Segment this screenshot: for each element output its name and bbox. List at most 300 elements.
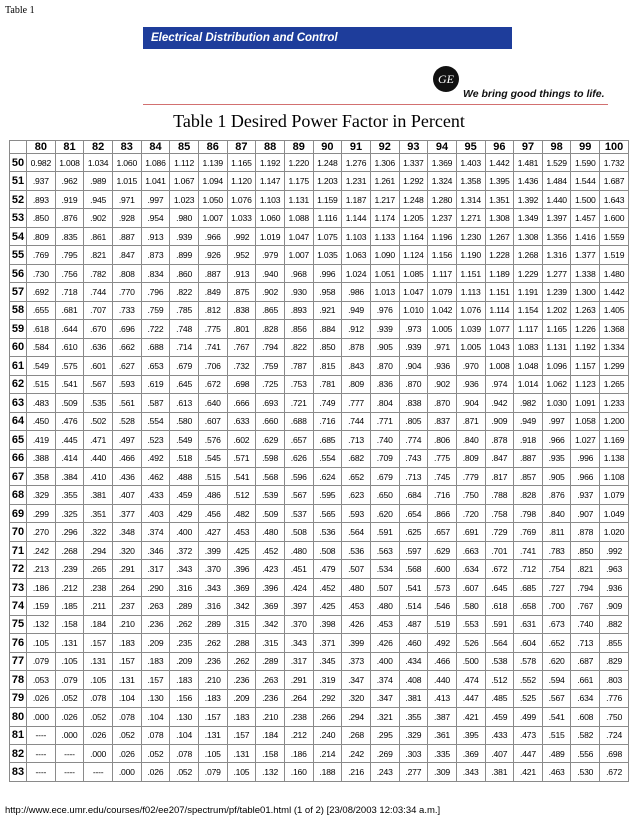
table-cell: .541 — [399, 578, 428, 596]
table-cell: .320 — [112, 541, 141, 559]
table-cell: .210 — [112, 615, 141, 633]
table-cell: .730 — [27, 264, 56, 282]
table-cell: 1.192 — [256, 154, 285, 172]
table-cell: .693 — [256, 394, 285, 412]
table-cell: .986 — [342, 283, 371, 301]
table-cell: .971 — [428, 338, 457, 356]
table-cell: .843 — [342, 357, 371, 375]
table-cell: .026 — [55, 708, 84, 726]
table-cell: .347 — [342, 671, 371, 689]
table-cell: 1.091 — [571, 394, 600, 412]
table-cell: 1.019 — [256, 227, 285, 245]
table-cell: .834 — [141, 264, 170, 282]
table-cell: .343 — [198, 578, 227, 596]
table-cell: 1.047 — [284, 227, 313, 245]
table-cell: .775 — [198, 320, 227, 338]
footer-url: http://www.ece.umr.edu/courses/f02/ee207/spectrum/pf/table01.html (1 of 2) [23/08/2003 12:03:34 a.m.] — [5, 805, 441, 816]
table-cell: .291 — [284, 671, 313, 689]
table-cell: .268 — [55, 541, 84, 559]
table-cell: 1.123 — [571, 375, 600, 393]
table-cell: .714 — [170, 338, 199, 356]
row-header: 74 — [10, 597, 27, 615]
ge-logo: GE — [433, 66, 459, 92]
table-cell: 1.300 — [571, 283, 600, 301]
table-cell: 1.005 — [456, 338, 485, 356]
table-cell: .131 — [227, 745, 256, 763]
table-cell: .640 — [198, 394, 227, 412]
table-cell: .236 — [141, 615, 170, 633]
table-header-row — [10, 141, 629, 154]
table-cell: .672 — [600, 763, 629, 782]
table-cell: .525 — [514, 689, 543, 707]
table-cell: .909 — [485, 412, 514, 430]
table-cell: 1.233 — [600, 394, 629, 412]
table-cell: .440 — [84, 449, 113, 467]
table-cell: .698 — [600, 745, 629, 763]
table-cell: .299 — [27, 504, 56, 522]
row-header: 68 — [10, 486, 27, 504]
table-cell: .561 — [112, 394, 141, 412]
table-cell: .568 — [399, 560, 428, 578]
row-header: 77 — [10, 652, 27, 670]
table-cell: .980 — [170, 209, 199, 227]
table-cell: .480 — [256, 523, 285, 541]
table-cell: .536 — [313, 523, 342, 541]
table-cell: 1.039 — [456, 320, 485, 338]
table-cell: .329 — [399, 726, 428, 744]
table-cell: 1.403 — [456, 154, 485, 172]
table-cell: .600 — [428, 560, 457, 578]
table-cell: .240 — [313, 726, 342, 744]
table-cell: .625 — [399, 523, 428, 541]
table-cell: .209 — [141, 634, 170, 652]
table-cell: .912 — [342, 320, 371, 338]
page-title: Table 1 Desired Power Factor in Percent — [173, 111, 465, 131]
table-cell: 1.007 — [198, 209, 227, 227]
table-cell: 1.077 — [485, 320, 514, 338]
table-cell: .660 — [256, 412, 285, 430]
table-cell: .653 — [141, 357, 170, 375]
table-cell: .407 — [485, 745, 514, 763]
row-header: 51 — [10, 172, 27, 190]
tagline: We bring good things to life. — [463, 88, 605, 100]
table-cell: 1.277 — [542, 264, 571, 282]
table-cell: .381 — [485, 763, 514, 782]
table-cell: 1.154 — [514, 301, 543, 319]
table-cell: .657 — [284, 431, 313, 449]
table-cell: .530 — [571, 763, 600, 782]
row-header: 69 — [10, 504, 27, 522]
table-cell: .817 — [485, 467, 514, 485]
table-cell: .497 — [112, 431, 141, 449]
table-cell: 1.337 — [399, 154, 428, 172]
table-cell: 1.559 — [600, 227, 629, 245]
table-cell: .745 — [428, 467, 457, 485]
table-cell: .619 — [141, 375, 170, 393]
table-cell: .183 — [198, 689, 227, 707]
table-cell: .440 — [428, 671, 457, 689]
table-cell: .509 — [256, 504, 285, 522]
row-header: 79 — [10, 689, 27, 707]
table-cell: .627 — [112, 357, 141, 375]
table-cell: 1.442 — [485, 154, 514, 172]
table-cell: 1.271 — [456, 209, 485, 227]
table-cell: .992 — [227, 227, 256, 245]
table-cell: .805 — [399, 412, 428, 430]
table-cell: .809 — [27, 227, 56, 245]
table-row — [10, 227, 629, 245]
table-cell: .159 — [27, 597, 56, 615]
table-cell: .105 — [84, 671, 113, 689]
table-cell: .403 — [141, 504, 170, 522]
table-cell: .459 — [485, 708, 514, 726]
table-cell: .262 — [170, 615, 199, 633]
table-cell: .692 — [27, 283, 56, 301]
table-cell: .850 — [27, 209, 56, 227]
table-cell: 1.151 — [485, 283, 514, 301]
table-cell: .645 — [170, 375, 199, 393]
table-cell: .679 — [170, 357, 199, 375]
power-factor-table — [9, 140, 629, 782]
table-cell: .291 — [112, 560, 141, 578]
table-cell: .450 — [27, 412, 56, 430]
table-cell: .573 — [428, 578, 457, 596]
table-row — [10, 615, 629, 633]
table-cell: .425 — [313, 597, 342, 615]
table-cell: .388 — [27, 449, 56, 467]
table-cell: .996 — [571, 449, 600, 467]
table-cell: 1.113 — [456, 283, 485, 301]
table-cell: .183 — [141, 652, 170, 670]
table-cell: 1.292 — [399, 172, 428, 190]
table-cell: .000 — [112, 763, 141, 782]
table-cell: .266 — [313, 708, 342, 726]
table-cell: 1.356 — [542, 227, 571, 245]
table-cell: 1.010 — [399, 301, 428, 319]
table-cell: .652 — [342, 467, 371, 485]
table-cell: .618 — [27, 320, 56, 338]
table-cell: .269 — [370, 745, 399, 763]
table-cell: .670 — [84, 320, 113, 338]
table-cell: .210 — [256, 708, 285, 726]
table-cell: 1.457 — [571, 209, 600, 227]
table-cell: .921 — [313, 301, 342, 319]
table-cell: .939 — [170, 227, 199, 245]
table-cell: .453 — [370, 615, 399, 633]
table-cell: .026 — [27, 689, 56, 707]
table-cell: .918 — [514, 431, 543, 449]
table-cell: .769 — [514, 523, 543, 541]
table-cell: .770 — [112, 283, 141, 301]
column-header: 90 — [313, 141, 342, 154]
table-cell: .740 — [370, 431, 399, 449]
table-cell: .320 — [342, 689, 371, 707]
table-cell: 1.060 — [112, 154, 141, 172]
table-cell: ---- — [27, 763, 56, 782]
table-cell: .750 — [600, 708, 629, 726]
table-cell: .235 — [170, 634, 199, 652]
table-cell: 1.276 — [342, 154, 371, 172]
table-cell: 1.088 — [284, 209, 313, 227]
table-cell: .515 — [27, 375, 56, 393]
table-cell: 1.086 — [141, 154, 170, 172]
table-cell: .158 — [55, 615, 84, 633]
table-cell: .754 — [542, 560, 571, 578]
table-cell: .838 — [227, 301, 256, 319]
table-cell: .396 — [256, 578, 285, 596]
table-cell: .425 — [227, 541, 256, 559]
table-cell: .346 — [141, 541, 170, 559]
table-cell: .939 — [399, 338, 428, 356]
table-cell: .749 — [313, 394, 342, 412]
row-header: 83 — [10, 763, 27, 782]
table-cell: 1.058 — [571, 412, 600, 430]
table-cell: .188 — [313, 763, 342, 782]
table-cell: .292 — [313, 689, 342, 707]
table-cell: .966 — [542, 431, 571, 449]
table-cell: 1.338 — [571, 264, 600, 282]
table-cell: .620 — [370, 504, 399, 522]
table-cell: .732 — [227, 357, 256, 375]
table-cell: .289 — [256, 652, 285, 670]
table-cell: .828 — [514, 486, 543, 504]
table-cell: 1.015 — [112, 172, 141, 190]
table-cell: .447 — [514, 745, 543, 763]
table-cell: .462 — [141, 467, 170, 485]
row-header: 75 — [10, 615, 27, 633]
table-cell: .829 — [600, 652, 629, 670]
table-cell: .713 — [399, 467, 428, 485]
table-cell: .157 — [227, 726, 256, 744]
table-cell: .500 — [456, 652, 485, 670]
table-cell: .970 — [456, 357, 485, 375]
table-cell: .488 — [170, 467, 199, 485]
table-cell: .104 — [141, 708, 170, 726]
table-cell: 1.090 — [370, 246, 399, 264]
table-cell: .358 — [27, 467, 56, 485]
table-cell: .214 — [313, 745, 342, 763]
table-cell: 1.024 — [342, 264, 371, 282]
table-cell: 1.116 — [313, 209, 342, 227]
table-cell: .707 — [84, 301, 113, 319]
table-cell: .399 — [342, 634, 371, 652]
table-cell: .079 — [198, 763, 227, 782]
column-header: 86 — [198, 141, 227, 154]
row-header: 81 — [10, 726, 27, 744]
row-header: 58 — [10, 301, 27, 319]
table-cell: .666 — [227, 394, 256, 412]
table-cell: .436 — [112, 467, 141, 485]
table-cell: .157 — [141, 671, 170, 689]
table-cell: .591 — [370, 523, 399, 541]
table-cell: 1.151 — [456, 264, 485, 282]
table-cell: .528 — [112, 412, 141, 430]
table-cell: 1.349 — [514, 209, 543, 227]
table-cell: .317 — [284, 652, 313, 670]
table-row — [10, 338, 629, 356]
table-cell: .767 — [227, 338, 256, 356]
table-cell: 1.033 — [227, 209, 256, 227]
table-cell: 1.316 — [542, 246, 571, 264]
table-cell: .721 — [284, 394, 313, 412]
table-cell: .186 — [27, 578, 56, 596]
table-cell: .289 — [170, 597, 199, 615]
table-cell: .935 — [542, 449, 571, 467]
table-cell: 0.982 — [27, 154, 56, 172]
table-cell: .213 — [27, 560, 56, 578]
table-cell: .315 — [256, 634, 285, 652]
table-row — [10, 412, 629, 430]
table-cell: 1.308 — [514, 227, 543, 245]
table-cell: .587 — [141, 394, 170, 412]
table-cell: .105 — [27, 634, 56, 652]
column-header: 96 — [485, 141, 514, 154]
table-cell: .132 — [27, 615, 56, 633]
table-cell: 1.131 — [542, 338, 571, 356]
table-cell: .460 — [399, 634, 428, 652]
table-cell: .974 — [485, 375, 514, 393]
table-cell: 1.175 — [284, 172, 313, 190]
table-cell: .679 — [370, 467, 399, 485]
table-cell: .565 — [313, 504, 342, 522]
column-header: 92 — [370, 141, 399, 154]
table-cell: .954 — [141, 209, 170, 227]
table-cell: 1.079 — [428, 283, 457, 301]
table-row — [10, 671, 629, 689]
table-cell: .355 — [55, 486, 84, 504]
table-cell: .887 — [514, 449, 543, 467]
table-cell: .104 — [170, 726, 199, 744]
table-cell: .211 — [84, 597, 113, 615]
table-cell: .000 — [84, 745, 113, 763]
row-header: 53 — [10, 209, 27, 227]
table-cell: 1.377 — [571, 246, 600, 264]
row-header: 56 — [10, 264, 27, 282]
table-cell: .568 — [256, 467, 285, 485]
table-row — [10, 541, 629, 559]
table-cell: .661 — [571, 671, 600, 689]
table-cell: 1.108 — [600, 467, 629, 485]
table-cell: 1.062 — [542, 375, 571, 393]
table-cell: .878 — [485, 431, 514, 449]
table-cell: .997 — [141, 190, 170, 208]
table-cell: .591 — [485, 615, 514, 633]
table-cell: 1.114 — [485, 301, 514, 319]
table-cell: 1.103 — [256, 190, 285, 208]
table-cell: .598 — [256, 449, 285, 467]
table-cell: ---- — [84, 763, 113, 782]
table-cell: .452 — [256, 541, 285, 559]
row-header: 71 — [10, 541, 27, 559]
table-cell: .052 — [170, 763, 199, 782]
table-cell: 1.085 — [399, 264, 428, 282]
table-cell: .347 — [370, 689, 399, 707]
table-row — [10, 357, 629, 375]
table-cell: .620 — [542, 652, 571, 670]
table-cell: 1.544 — [571, 172, 600, 190]
table-cell: .433 — [485, 726, 514, 744]
table-cell: .459 — [170, 486, 199, 504]
table-cell: .335 — [428, 745, 457, 763]
table-cell: .725 — [256, 375, 285, 393]
table-cell: .949 — [514, 412, 543, 430]
table-cell: .882 — [600, 615, 629, 633]
table-cell: .426 — [370, 634, 399, 652]
table-cell: .239 — [55, 560, 84, 578]
table-cell: 1.007 — [284, 246, 313, 264]
table-cell: .958 — [313, 283, 342, 301]
row-header: 72 — [10, 560, 27, 578]
table-cell: 1.203 — [313, 172, 342, 190]
table-cell: .502 — [84, 412, 113, 430]
table-cell: .672 — [198, 375, 227, 393]
table-cell: .370 — [284, 615, 313, 633]
table-cell: 1.008 — [55, 154, 84, 172]
table-cell: .508 — [284, 523, 313, 541]
table-cell: .685 — [514, 578, 543, 596]
table-cell: .546 — [428, 597, 457, 615]
table-cell: .847 — [112, 246, 141, 264]
column-header: 83 — [112, 141, 141, 154]
table-cell: 1.265 — [600, 375, 629, 393]
table-cell: .079 — [55, 671, 84, 689]
table-cell: .756 — [55, 264, 84, 282]
table-cell: .681 — [55, 301, 84, 319]
table-cell: .610 — [55, 338, 84, 356]
table-cell: .186 — [284, 745, 313, 763]
table-cell: 1.138 — [600, 449, 629, 467]
table-cell: .857 — [514, 467, 543, 485]
table-cell: 1.030 — [542, 394, 571, 412]
table-row — [10, 394, 629, 412]
table-cell: .815 — [313, 357, 342, 375]
table-cell: .652 — [542, 634, 571, 652]
table-cell: .078 — [112, 708, 141, 726]
row-header: 65 — [10, 431, 27, 449]
table-cell: .479 — [313, 560, 342, 578]
table-cell: .663 — [456, 541, 485, 559]
table-cell: .873 — [141, 246, 170, 264]
table-cell: 1.358 — [456, 172, 485, 190]
table-cell: .535 — [84, 394, 113, 412]
table-cell: .748 — [170, 320, 199, 338]
table-cell: .662 — [112, 338, 141, 356]
table-cell: 1.484 — [542, 172, 571, 190]
table-cell: .374 — [141, 523, 170, 541]
table-cell: .685 — [313, 431, 342, 449]
table-cell: 1.075 — [313, 227, 342, 245]
table-cell: .421 — [514, 763, 543, 782]
table-cell: .078 — [84, 689, 113, 707]
table-cell: .545 — [198, 449, 227, 467]
table-cell: .157 — [198, 708, 227, 726]
table-cell: .238 — [284, 708, 313, 726]
table-cell: 1.174 — [370, 209, 399, 227]
column-header: 99 — [571, 141, 600, 154]
table-row — [10, 172, 629, 190]
table-cell: .078 — [170, 745, 199, 763]
table-cell: .631 — [514, 615, 543, 633]
table-cell: 1.217 — [370, 190, 399, 208]
table-cell: .718 — [55, 283, 84, 301]
table-cell: .105 — [227, 763, 256, 782]
table-cell: 1.529 — [542, 154, 571, 172]
table-cell: .996 — [313, 264, 342, 282]
table-cell: .408 — [399, 671, 428, 689]
table-cell: .743 — [399, 449, 428, 467]
table-cell: .741 — [514, 541, 543, 559]
table-cell: 1.133 — [370, 227, 399, 245]
